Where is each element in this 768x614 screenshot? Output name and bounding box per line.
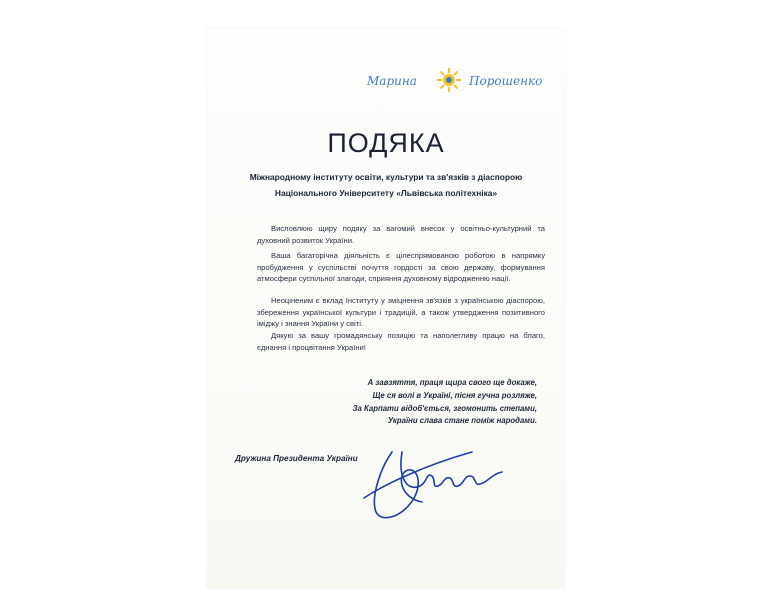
paragraph-text: Неоціненим є вклад Інституту у зміцнення зв'язків з українською діаспорою, збереження української культури і традицій, а також утвердження позитивного іміджу і знання України у світі. — [257, 296, 545, 329]
sun-logo-icon — [435, 66, 463, 94]
logo — [357, 66, 557, 98]
signatory-title: Дружина Президента України — [235, 454, 358, 463]
poem-line-3: За Карпати відоб'ється, згомонить степами, — [352, 403, 537, 413]
handwritten-signature — [362, 446, 532, 526]
paragraph-3 — [257, 295, 545, 330]
poem-line-4: України слава стане поміж народами. — [387, 416, 537, 426]
addressee-line-2: Національного Університету «Львівська політехніка» — [274, 188, 498, 198]
paragraph-1 — [257, 223, 545, 246]
paragraph-2 — [257, 250, 545, 285]
letter-title: ПОДЯКА — [327, 128, 445, 158]
paragraph-text: Висловлюю щиру подяку за вагомий внесок у освітньо-культурний та духовний розвиток України. — [257, 224, 545, 245]
paragraph-4 — [257, 330, 545, 353]
paragraph-text: Дякую за вашу громадянську позицію та наполегливу працю на благо, єднання і процвітання України! — [257, 331, 545, 352]
poem-line-1: А завзяття, праця щира свого ще докаже, — [367, 378, 537, 387]
poem-line-2: Ще ся волі в Україні, пісня гучна розляже, — [372, 390, 537, 400]
letter-page — [207, 28, 565, 588]
poem — [353, 377, 537, 428]
logo-last-name: Порошенко — [469, 74, 543, 88]
addressee-line-1: Міжнародному інституту освіти, культури та зв'язків з діаспорою — [249, 172, 523, 182]
paragraph-text: Ваша багаторічна діяльність є цілеспрямованою роботою в напрямку пробудження у суспільстві почуття гордості за свою державу, формування атмосфери суспільної злагоди, сприяння духовному відродженню нації. — [257, 251, 545, 284]
logo-first-name: Марина — [367, 74, 417, 88]
